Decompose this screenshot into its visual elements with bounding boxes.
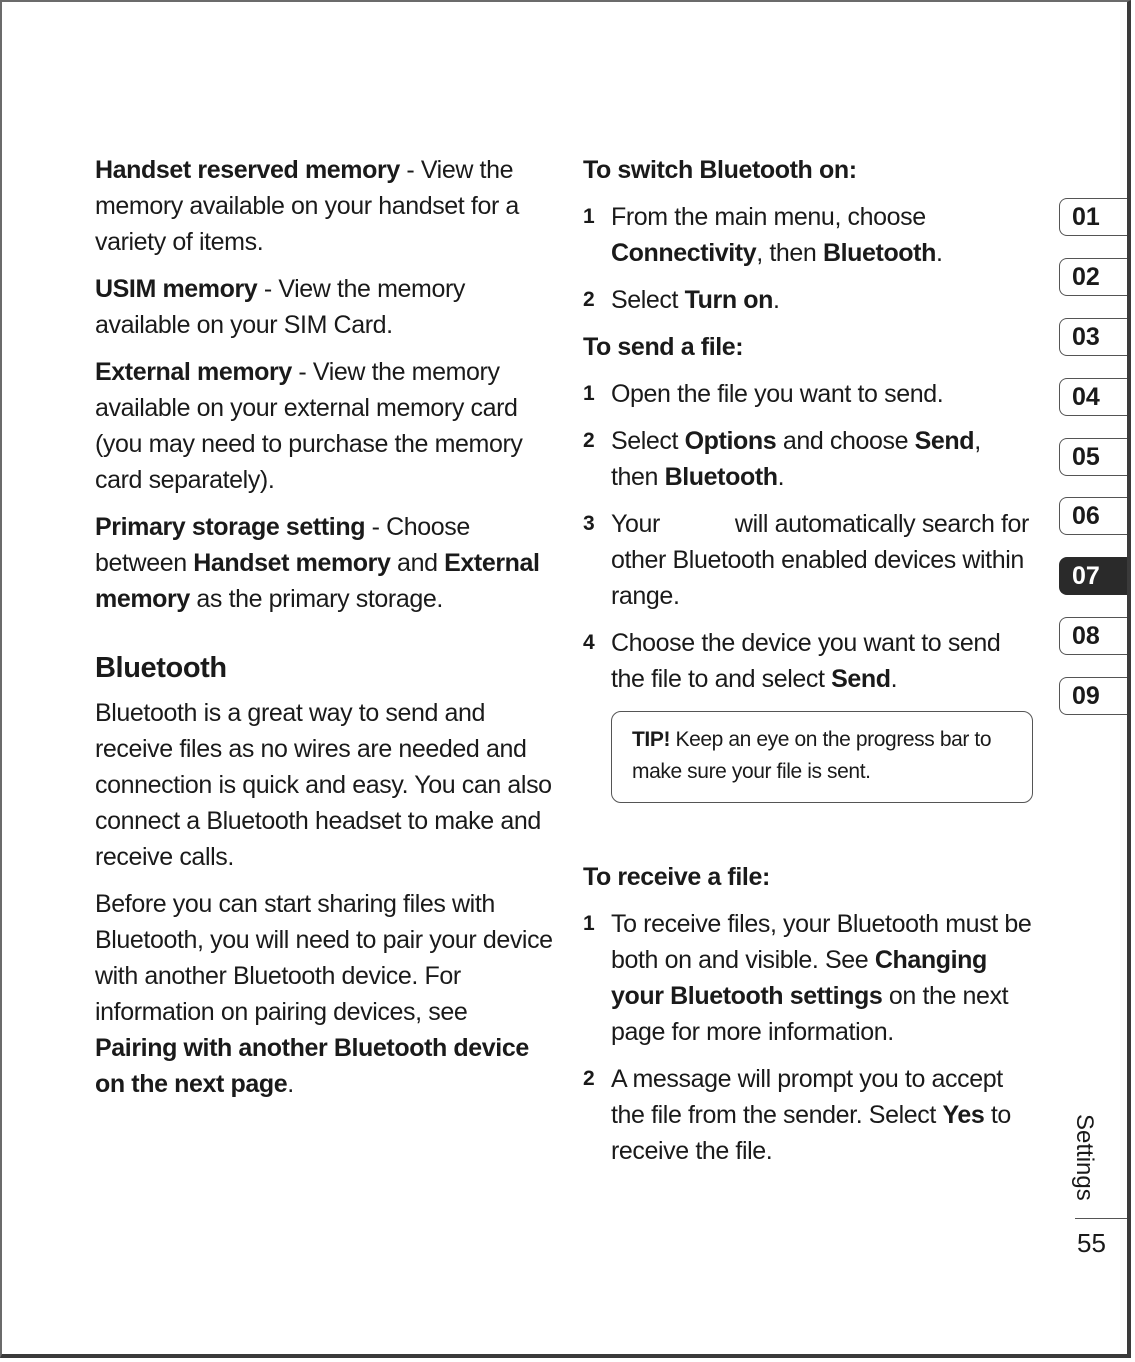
external-memory-item: External memory - View the memory available on your external memory card (you may need to purchase the memory card separately). (95, 358, 523, 494)
chapter-tab-01[interactable]: 01 (1059, 198, 1131, 236)
switch-bluetooth-steps (583, 199, 1033, 318)
receive-file-heading: To receive a file: (583, 863, 770, 891)
receive-file-steps (583, 906, 1033, 1169)
step-number: 2 (583, 288, 595, 311)
primary-storage-item: Primary storage setting - Choose between Handset memory and External memory as the primary storage. (95, 513, 540, 613)
step-number: 1 (583, 382, 595, 405)
step-number: 1 (583, 205, 595, 228)
step-number: 2 (583, 429, 595, 452)
chapter-tab-04[interactable]: 04 (1059, 378, 1131, 416)
left-column (95, 152, 555, 1113)
bluetooth-heading: Bluetooth (95, 652, 227, 684)
chapter-tab-09[interactable]: 09 (1059, 677, 1131, 715)
chapter-tab-06[interactable]: 06 (1059, 497, 1131, 535)
step: 2 Select Options and choose Send, then Bluetooth. (583, 423, 1033, 495)
handset-reserved-memory-item: Handset reserved memory - View the memory available on your handset for a variety of items. (95, 156, 519, 256)
chapter-tab-02[interactable]: 02 (1059, 258, 1131, 296)
chapter-tab-05[interactable]: 05 (1059, 438, 1131, 476)
step: 2 Select Turn on. (583, 282, 1033, 318)
tip-box (611, 711, 1033, 803)
tip-label: TIP! (632, 728, 671, 751)
step: 3 Your will automatically search for other Bluetooth enabled devices within range. (583, 506, 1033, 614)
step-number: 4 (583, 631, 595, 654)
step: 1 From the main menu, choose Connectivity, then Bluetooth. (583, 199, 1033, 271)
step: 2 A message will prompt you to accept the file from the sender. Select Yes to receive the file. (583, 1061, 1033, 1169)
footer-divider (1075, 1218, 1131, 1219)
pairing-reference: Pairing with another Bluetooth device on the next page (95, 1034, 529, 1098)
chapter-tab-08[interactable]: 08 (1059, 617, 1131, 655)
section-label: Settings (1071, 1114, 1098, 1201)
right-column (583, 152, 1033, 1180)
step-number: 2 (583, 1067, 595, 1090)
step: 1 To receive files, your Bluetooth must be both on and visible. See Changing your Bluetooth settings on the next page for more information. (583, 906, 1033, 1050)
page-number: 55 (1077, 1228, 1106, 1258)
chapter-tab-07-active[interactable]: 07 (1059, 557, 1131, 595)
send-file-heading: To send a file: (583, 333, 744, 361)
switch-bluetooth-heading: To switch Bluetooth on: (583, 156, 857, 184)
step: 4 Choose the device you want to send the file to and select Send. (583, 625, 1033, 697)
send-file-steps (583, 376, 1033, 697)
step-number: 3 (583, 512, 595, 535)
bluetooth-intro: Bluetooth is a great way to send and receive files as no wires are needed and connection is quick and easy. You can also connect a Bluetooth headset to make and receive calls. (95, 699, 552, 871)
step-number: 1 (583, 912, 595, 935)
chapter-tab-03[interactable]: 03 (1059, 318, 1131, 356)
usim-memory-item: USIM memory - View the memory available on your SIM Card. (95, 275, 465, 339)
bluetooth-pairing-note: Before you can start sharing files with Bluetooth, you will need to pair your device with another Bluetooth device. For information on pairing devices, see Pairing with another Bluetooth device on the next page. (95, 890, 553, 1098)
step: 1 Open the file you want to send. (583, 376, 1033, 412)
tip-text: Keep an eye on the progress bar to make sure your file is sent. (632, 728, 992, 783)
